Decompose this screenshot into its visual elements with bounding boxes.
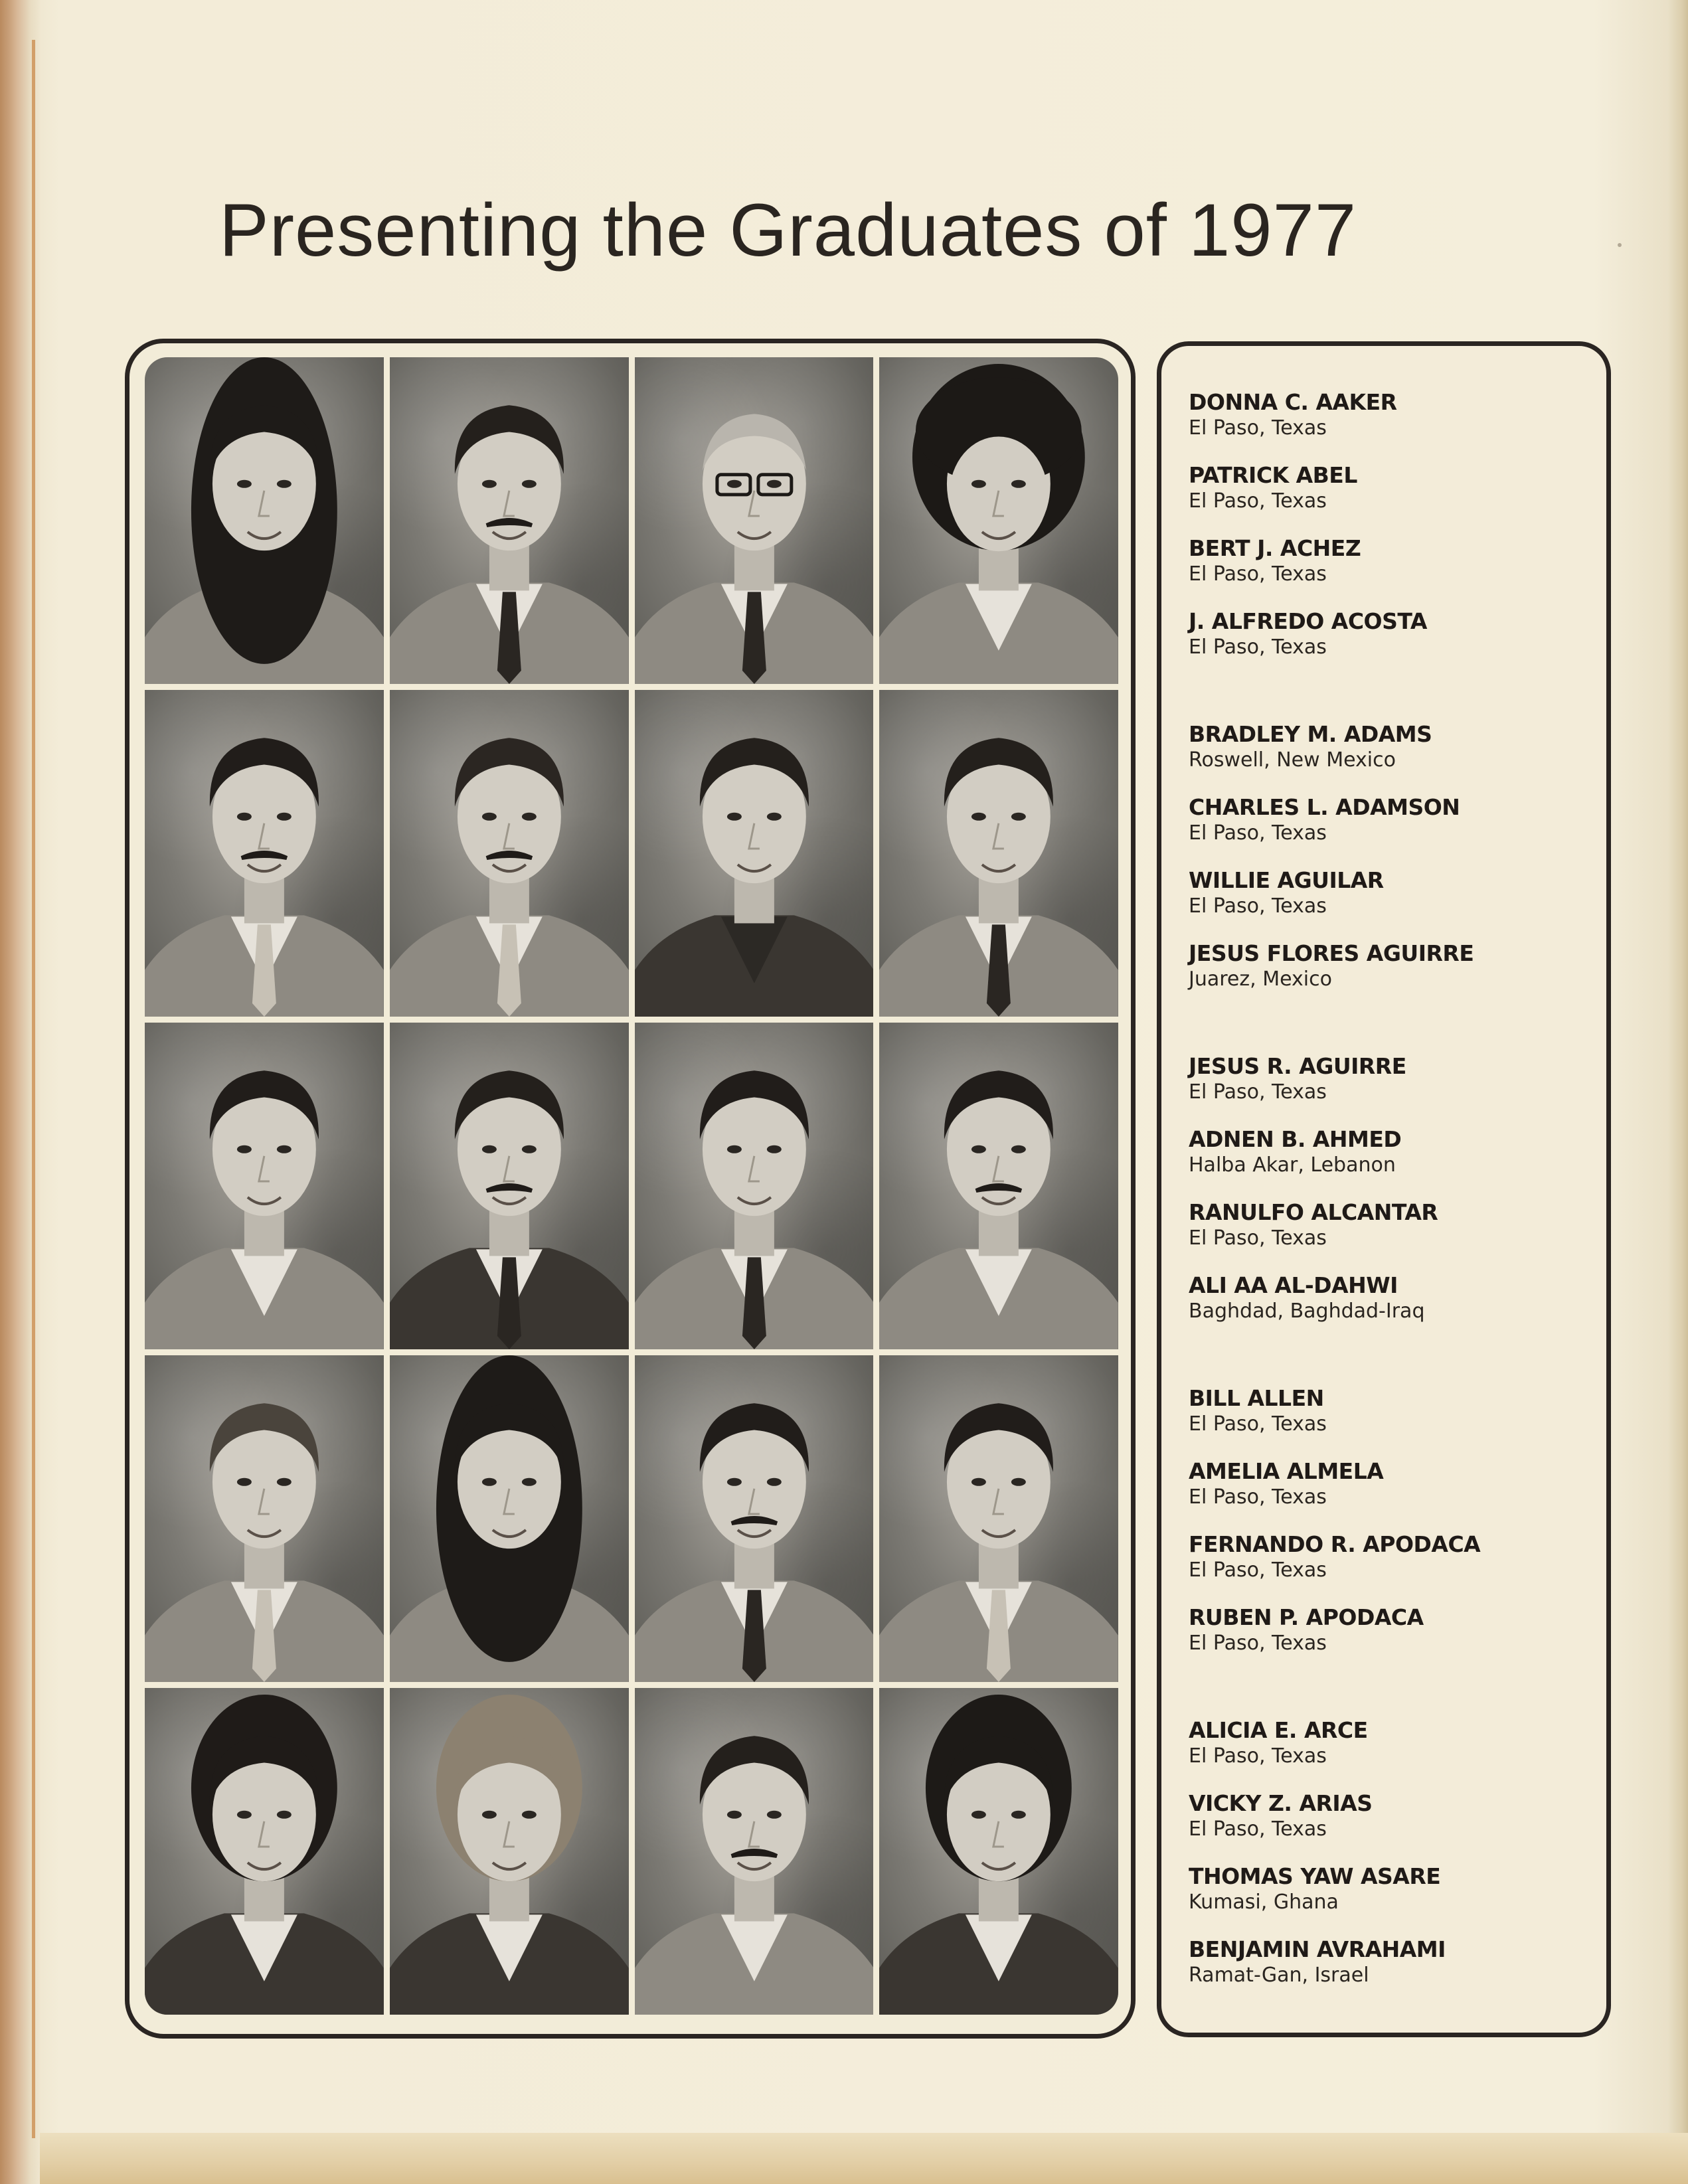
graduate-hometown: El Paso, Texas [1189, 1558, 1327, 1582]
graduate-name: CHARLES L. ADAMSON [1189, 794, 1460, 820]
graduate-entry [1189, 1936, 1600, 1988]
graduate-portrait [879, 357, 1118, 684]
portrait-figure [145, 357, 384, 684]
graduate-name: ADNEN B. AHMED [1189, 1126, 1402, 1152]
portrait-figure [879, 690, 1118, 1017]
graduate-portrait [879, 1023, 1118, 1349]
graduate-name: AMELIA ALMELA [1189, 1458, 1384, 1484]
graduate-entry [1189, 1531, 1600, 1583]
graduate-portrait [390, 1355, 629, 1682]
graduate-portrait [635, 1023, 874, 1349]
graduate-hometown: El Paso, Texas [1189, 1226, 1327, 1250]
portrait-figure [145, 1355, 384, 1682]
graduate-name: BENJAMIN AVRAHAMI [1189, 1936, 1446, 1962]
graduate-portrait [879, 690, 1118, 1017]
portrait-figure [879, 1023, 1118, 1349]
graduate-hometown: Roswell, New Mexico [1189, 748, 1396, 772]
graduate-name: DONNA C. AAKER [1189, 389, 1397, 415]
graduate-hometown: El Paso, Texas [1189, 489, 1327, 513]
graduate-hometown: El Paso, Texas [1189, 416, 1327, 440]
graduate-hometown: Baghdad, Baghdad-Iraq [1189, 1300, 1425, 1323]
graduate-name: PATRICK ABEL [1189, 462, 1357, 488]
graduate-portrait [879, 1688, 1118, 2015]
graduate-entry [1189, 389, 1600, 441]
graduate-hometown: El Paso, Texas [1189, 1632, 1327, 1655]
graduate-entry [1189, 1385, 1600, 1437]
graduate-name: JESUS R. AGUIRRE [1189, 1053, 1406, 1079]
graduate-entry [1189, 462, 1600, 514]
graduate-hometown: El Paso, Texas [1189, 894, 1327, 918]
graduate-portrait [879, 1355, 1118, 1682]
graduate-entry [1189, 940, 1600, 992]
graduate-portrait [635, 690, 874, 1017]
portrait-figure [390, 357, 629, 684]
portrait-figure [635, 690, 874, 1017]
graduate-entry [1189, 1126, 1600, 1178]
graduate-entry [1189, 1053, 1600, 1105]
graduate-portrait [145, 1688, 384, 2015]
graduate-entry [1189, 1790, 1600, 1842]
portrait-figure [145, 690, 384, 1017]
portrait-figure [879, 1355, 1118, 1682]
graduate-entry [1189, 1604, 1600, 1656]
graduate-portrait [390, 357, 629, 684]
graduate-portrait [390, 1023, 629, 1349]
graduate-entry [1189, 867, 1600, 919]
page-bottom-edge [40, 2133, 1688, 2184]
graduate-name: JESUS FLORES AGUIRRE [1189, 940, 1474, 966]
portrait-figure [879, 357, 1118, 684]
graduate-entry [1189, 535, 1600, 587]
graduate-name: ALI AA AL-DAHWI [1189, 1272, 1398, 1298]
graduate-portrait [145, 1023, 384, 1349]
graduate-hometown: El Paso, Texas [1189, 821, 1327, 845]
binding-line [32, 40, 35, 2138]
graduate-portrait [145, 357, 384, 684]
graduate-hometown: El Paso, Texas [1189, 1485, 1327, 1509]
graduate-hometown: Ramat-Gan, Israel [1189, 1964, 1369, 1987]
graduate-hometown: Halba Akar, Lebanon [1189, 1153, 1396, 1177]
portrait-figure [145, 1023, 384, 1349]
page-right-edge [1668, 0, 1688, 2184]
portrait-figure [390, 1355, 629, 1682]
graduate-name: BERT J. ACHEZ [1189, 535, 1361, 561]
graduate-hometown: El Paso, Texas [1189, 562, 1327, 586]
graduate-name: RUBEN P. APODACA [1189, 1604, 1424, 1630]
paper-speck [1618, 243, 1622, 247]
graduate-name: RANULFO ALCANTAR [1189, 1199, 1438, 1225]
graduate-hometown: Kumasi, Ghana [1189, 1890, 1339, 1914]
portrait-figure [390, 1688, 629, 2015]
graduate-hometown: El Paso, Texas [1189, 1412, 1327, 1436]
graduate-portrait [390, 1688, 629, 2015]
portrait-figure [390, 690, 629, 1017]
graduate-portrait [635, 1355, 874, 1682]
portrait-figure [635, 1355, 874, 1682]
graduate-entry [1189, 608, 1600, 660]
graduate-name: BRADLEY M. ADAMS [1189, 721, 1432, 747]
graduate-entry [1189, 1272, 1600, 1324]
portrait-figure [635, 1023, 874, 1349]
graduate-name: FERNANDO R. APODACA [1189, 1531, 1481, 1557]
portrait-figure [635, 357, 874, 684]
portrait-grid [145, 357, 1118, 2015]
graduate-entry [1189, 1199, 1600, 1251]
graduate-hometown: El Paso, Texas [1189, 1817, 1327, 1841]
names-panel-frame [1157, 341, 1611, 2037]
graduate-entry [1189, 794, 1600, 846]
graduate-name: J. ALFREDO ACOSTA [1189, 608, 1427, 634]
graduate-portrait [635, 357, 874, 684]
graduate-entry [1189, 1863, 1600, 1915]
portrait-figure [879, 1688, 1118, 2015]
graduate-hometown: Juarez, Mexico [1189, 967, 1332, 991]
graduate-portrait [390, 690, 629, 1017]
portrait-figure [145, 1688, 384, 2015]
portrait-figure [635, 1688, 874, 2015]
graduate-hometown: El Paso, Texas [1189, 1744, 1327, 1768]
graduate-entry [1189, 1717, 1600, 1769]
graduate-portrait [145, 690, 384, 1017]
page-title: Presenting the Graduates of 1977 [219, 189, 1357, 272]
graduate-name: VICKY Z. ARIAS [1189, 1790, 1373, 1816]
graduate-name: THOMAS YAW ASARE [1189, 1863, 1441, 1889]
graduate-entry [1189, 721, 1600, 773]
graduate-hometown: El Paso, Texas [1189, 635, 1327, 659]
portrait-figure [390, 1023, 629, 1349]
graduate-name: BILL ALLEN [1189, 1385, 1324, 1411]
graduate-portrait [635, 1688, 874, 2015]
graduate-hometown: El Paso, Texas [1189, 1080, 1327, 1104]
graduate-name: WILLIE AGUILAR [1189, 867, 1384, 893]
graduate-name: ALICIA E. ARCE [1189, 1717, 1368, 1743]
graduate-entry [1189, 1458, 1600, 1510]
graduate-portrait [145, 1355, 384, 1682]
